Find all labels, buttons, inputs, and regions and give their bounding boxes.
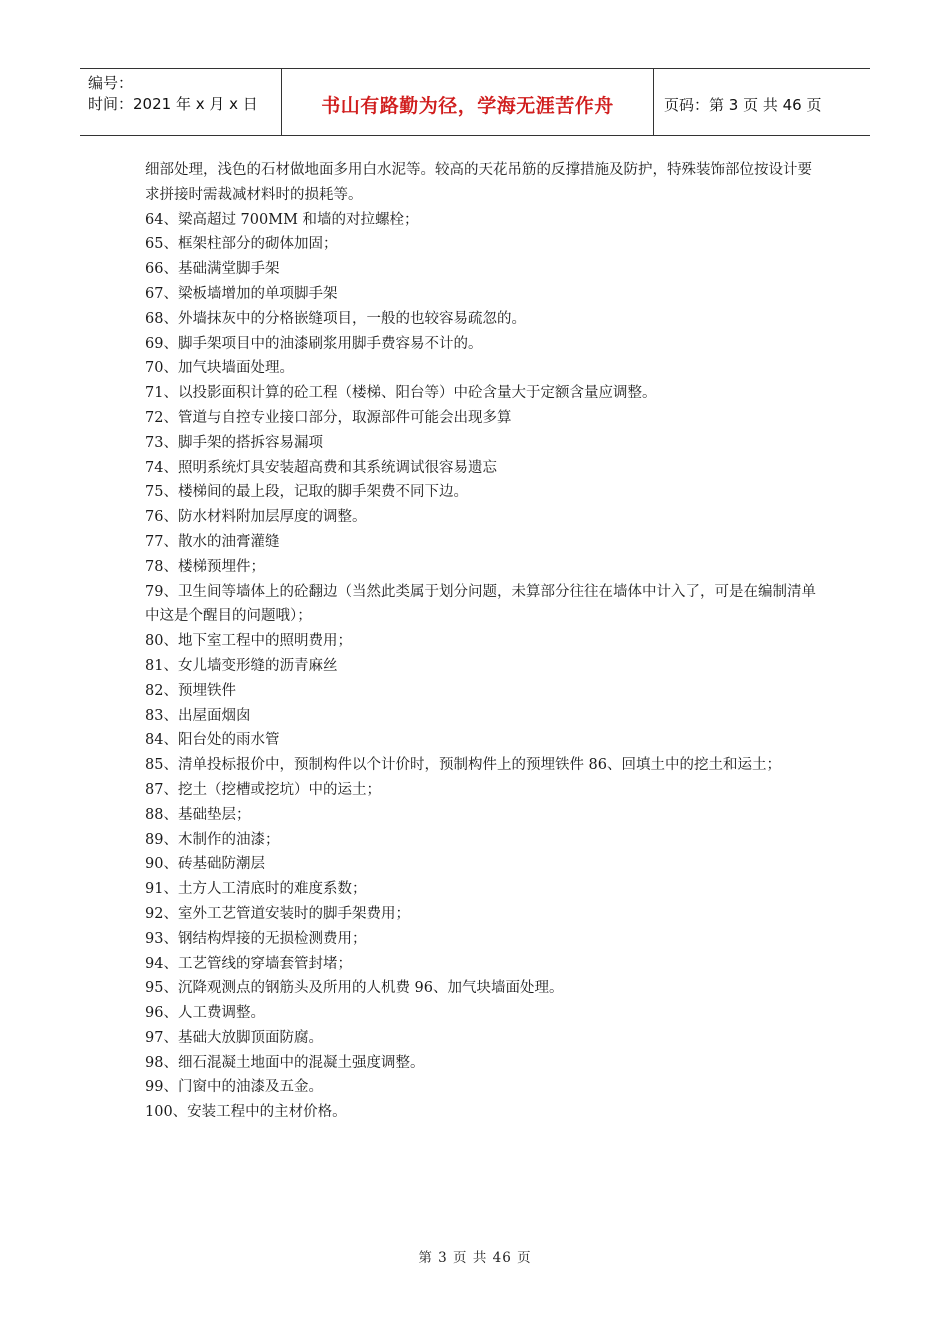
list-item: 81、女儿墙变形缝的沥青麻丝 [145, 657, 338, 674]
list-item: 96、人工费调整。 [145, 1005, 265, 1022]
list-item: 95、沉降观测点的钢筋头及所用的人机费 96、加气块墙面处理。 [145, 980, 564, 997]
list-item: 74、照明系统灯具安装超高费和其系统调试很容易遗忘 [145, 459, 497, 476]
list-item: 100、安装工程中的主材价格。 [145, 1104, 347, 1121]
header-motto: 书山有路勤为径，学海无涯苦作舟 [321, 94, 614, 117]
list-item: 68、外墙抹灰中的分格嵌缝项目，一般的也较容易疏忽的。 [145, 310, 526, 327]
list-item: 90、砖基础防潮层 [145, 856, 265, 873]
list-item: 98、细石混凝土地面中的混凝土强度调整。 [145, 1054, 425, 1071]
page-header [80, 68, 870, 136]
list-item: 66、基础满堂脚手架 [145, 261, 280, 278]
header-meta [80, 69, 282, 135]
list-item: 72、管道与自控专业接口部分，取源部件可能会出现多算 [145, 409, 512, 426]
list-item: 91、土方人工清底时的难度系数； [145, 881, 367, 898]
serial-number-label: 编号： [88, 74, 134, 92]
list-item: 97、基础大放脚顶面防腐。 [145, 1029, 323, 1046]
list-item: 92、室外工艺管道安装时的脚手架费用； [145, 905, 410, 922]
list-item: 93、钢结构焊接的无损检测费用； [145, 930, 367, 947]
list-item: 64、梁高超过 700MM 和墙的对拉螺栓； [145, 211, 419, 228]
header-page-info [654, 69, 870, 135]
list-item: 65、框架柱部分的砌体加固； [145, 236, 338, 253]
list-item: 细部处理，浅色的石材做地面多用白水泥等。较高的天花吊筋的反撑措施及防护，特殊装饰部位按设计要求拼接时需裁减材料时的损耗等。 [145, 162, 812, 203]
list-item: 80、地下室工程中的照明费用； [145, 633, 352, 650]
page-footer [0, 1246, 950, 1266]
list-item: 79、卫生间等墙体上的砼翻边（当然此类属于划分问题，未算部分往往在墙体中计入了，可是在编制清单中这是个醒目的问题哦）； [145, 583, 816, 625]
list-item: 73、脚手架的搭拆容易漏项 [145, 434, 323, 451]
page-info-text: 页码：第 3 页 共 46 页 [664, 95, 822, 114]
list-item: 88、基础垫层； [145, 806, 251, 823]
list-item: 89、木制作的油漆； [145, 831, 280, 848]
document-body [145, 158, 817, 1125]
list-item: 67、梁板墙增加的单项脚手架 [145, 285, 338, 302]
footer-page-number: 第 3 页 共 46 页 [418, 1250, 532, 1266]
list-item: 94、工艺管线的穿墙套管封堵； [145, 955, 352, 972]
list-item: 77、散水的油膏灌缝 [145, 533, 280, 550]
list-item: 83、出屋面烟囱 [145, 707, 251, 724]
list-item: 82、预埋铁件 [145, 682, 236, 699]
list-item: 69、脚手架项目中的油漆刷浆用脚手费容易不计的。 [145, 335, 483, 352]
list-item: 99、门窗中的油漆及五金。 [145, 1079, 323, 1096]
date-label: 时间：2021 年 x 月 x 日 [88, 95, 258, 113]
list-item: 84、阳台处的雨水管 [145, 732, 280, 749]
list-item: 70、加气块墙面处理。 [145, 360, 294, 377]
list-item: 75、楼梯间的最上段，记取的脚手架费不同下边。 [145, 484, 468, 501]
list-item: 71、以投影面积计算的砼工程（楼梯、阳台等）中砼含量大于定额含量应调整。 [145, 385, 657, 402]
list-item: 85、清单投标报价中，预制构件以个计价时，预制构件上的预埋铁件 86、回填土中的挖土和运土； [145, 757, 782, 774]
list-item: 87、挖土（挖槽或挖坑）中的运土； [145, 781, 381, 798]
header-motto-cell [282, 69, 654, 135]
list-item: 76、防水材料附加层厚度的调整。 [145, 509, 367, 526]
list-item: 78、楼梯预埋件； [145, 558, 265, 575]
